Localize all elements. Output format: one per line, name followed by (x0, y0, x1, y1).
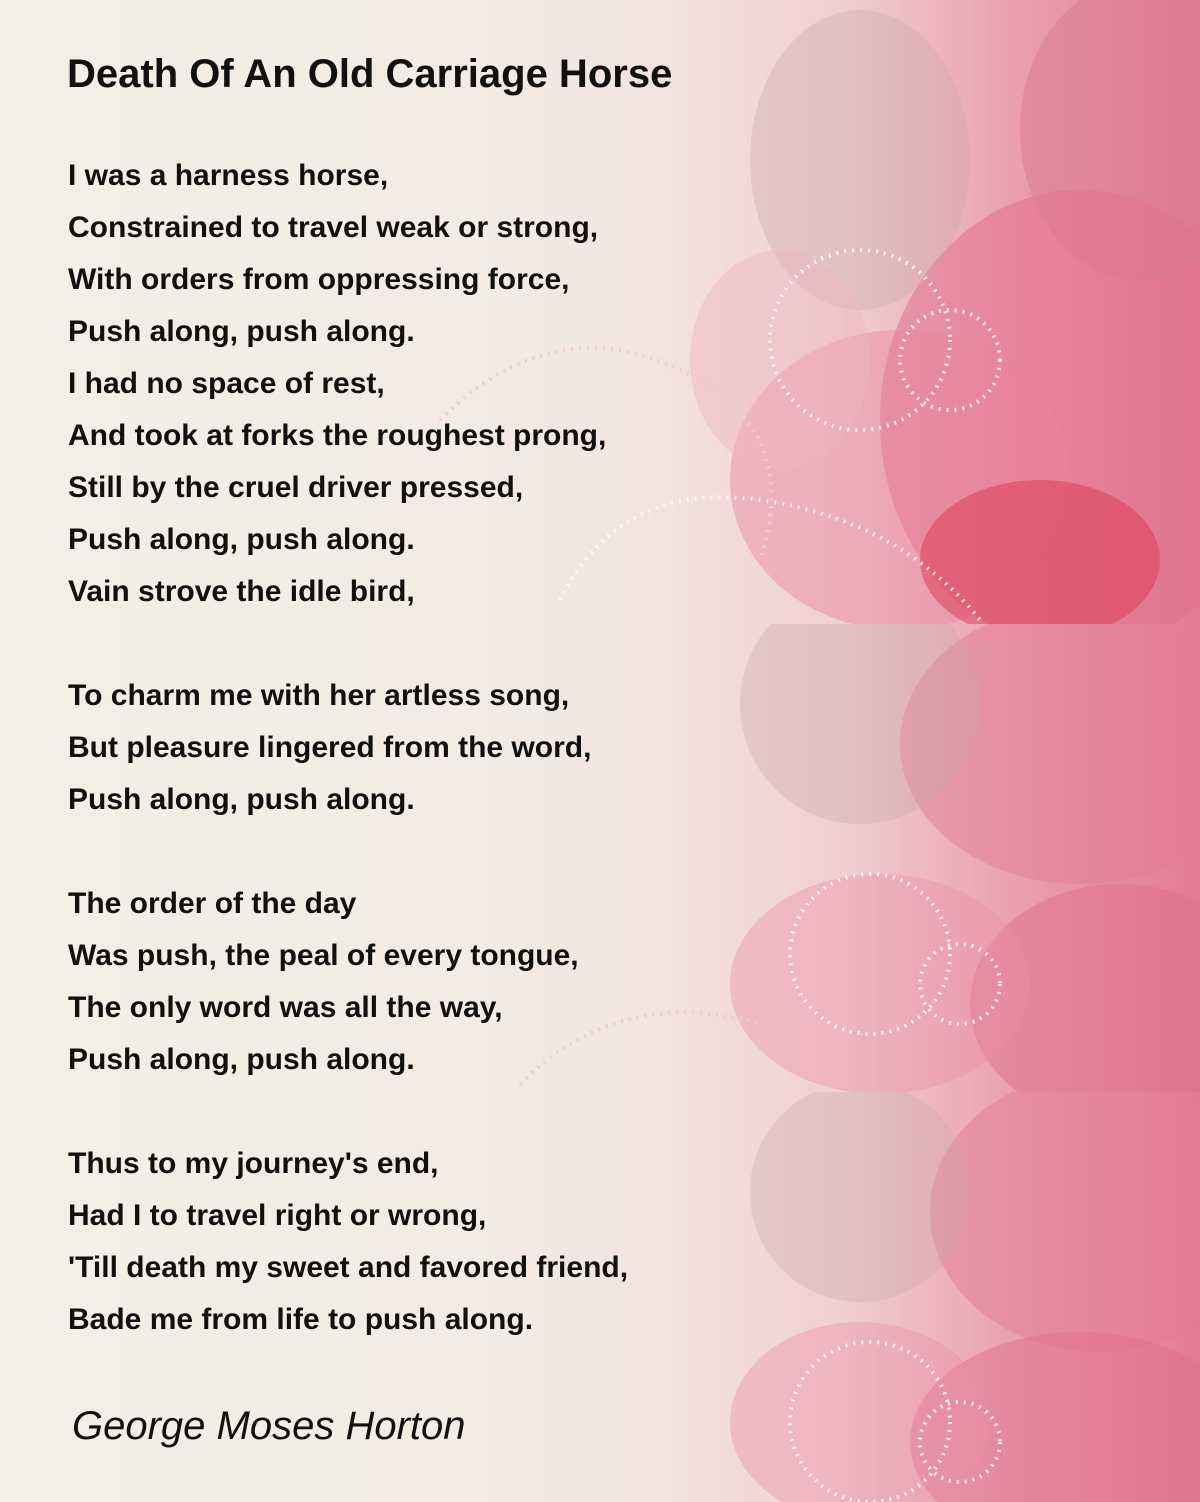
poem-line: With orders from oppressing force, (68, 263, 570, 296)
poem-line: To charm me with her artless song, (68, 679, 570, 712)
poem-title: Death Of An Old Carriage Horse (67, 52, 673, 96)
poem-line: Push along, push along. (68, 523, 415, 556)
poem-author: George Moses Horton (72, 1404, 466, 1448)
poem-line: Had I to travel right or wrong, (68, 1199, 487, 1232)
poem-line: Push along, push along. (68, 1043, 415, 1076)
poem-line: Push along, push along. (68, 783, 415, 816)
poem-line: I had no space of rest, (68, 367, 385, 400)
poem-line: The order of the day (68, 887, 357, 920)
poem-line: 'Till death my sweet and favored friend, (68, 1251, 629, 1284)
poem-line: But pleasure lingered from the word, (68, 731, 592, 764)
poem-line: Thus to my journey's end, (68, 1147, 439, 1180)
poem-line: And took at forks the roughest prong, (68, 419, 607, 452)
poem-line: Bade me from life to push along. (68, 1303, 534, 1336)
poem-line: Was push, the peal of every tongue, (68, 939, 579, 972)
poem-line: Constrained to travel weak or strong, (68, 211, 599, 244)
poem-line: I was a harness horse, (68, 159, 389, 192)
poem-line: Still by the cruel driver pressed, (68, 471, 524, 504)
poem-line: Vain strove the idle bird, (68, 575, 415, 608)
poem-line: The only word was all the way, (68, 991, 503, 1024)
poem-line: Push along, push along. (68, 315, 415, 348)
